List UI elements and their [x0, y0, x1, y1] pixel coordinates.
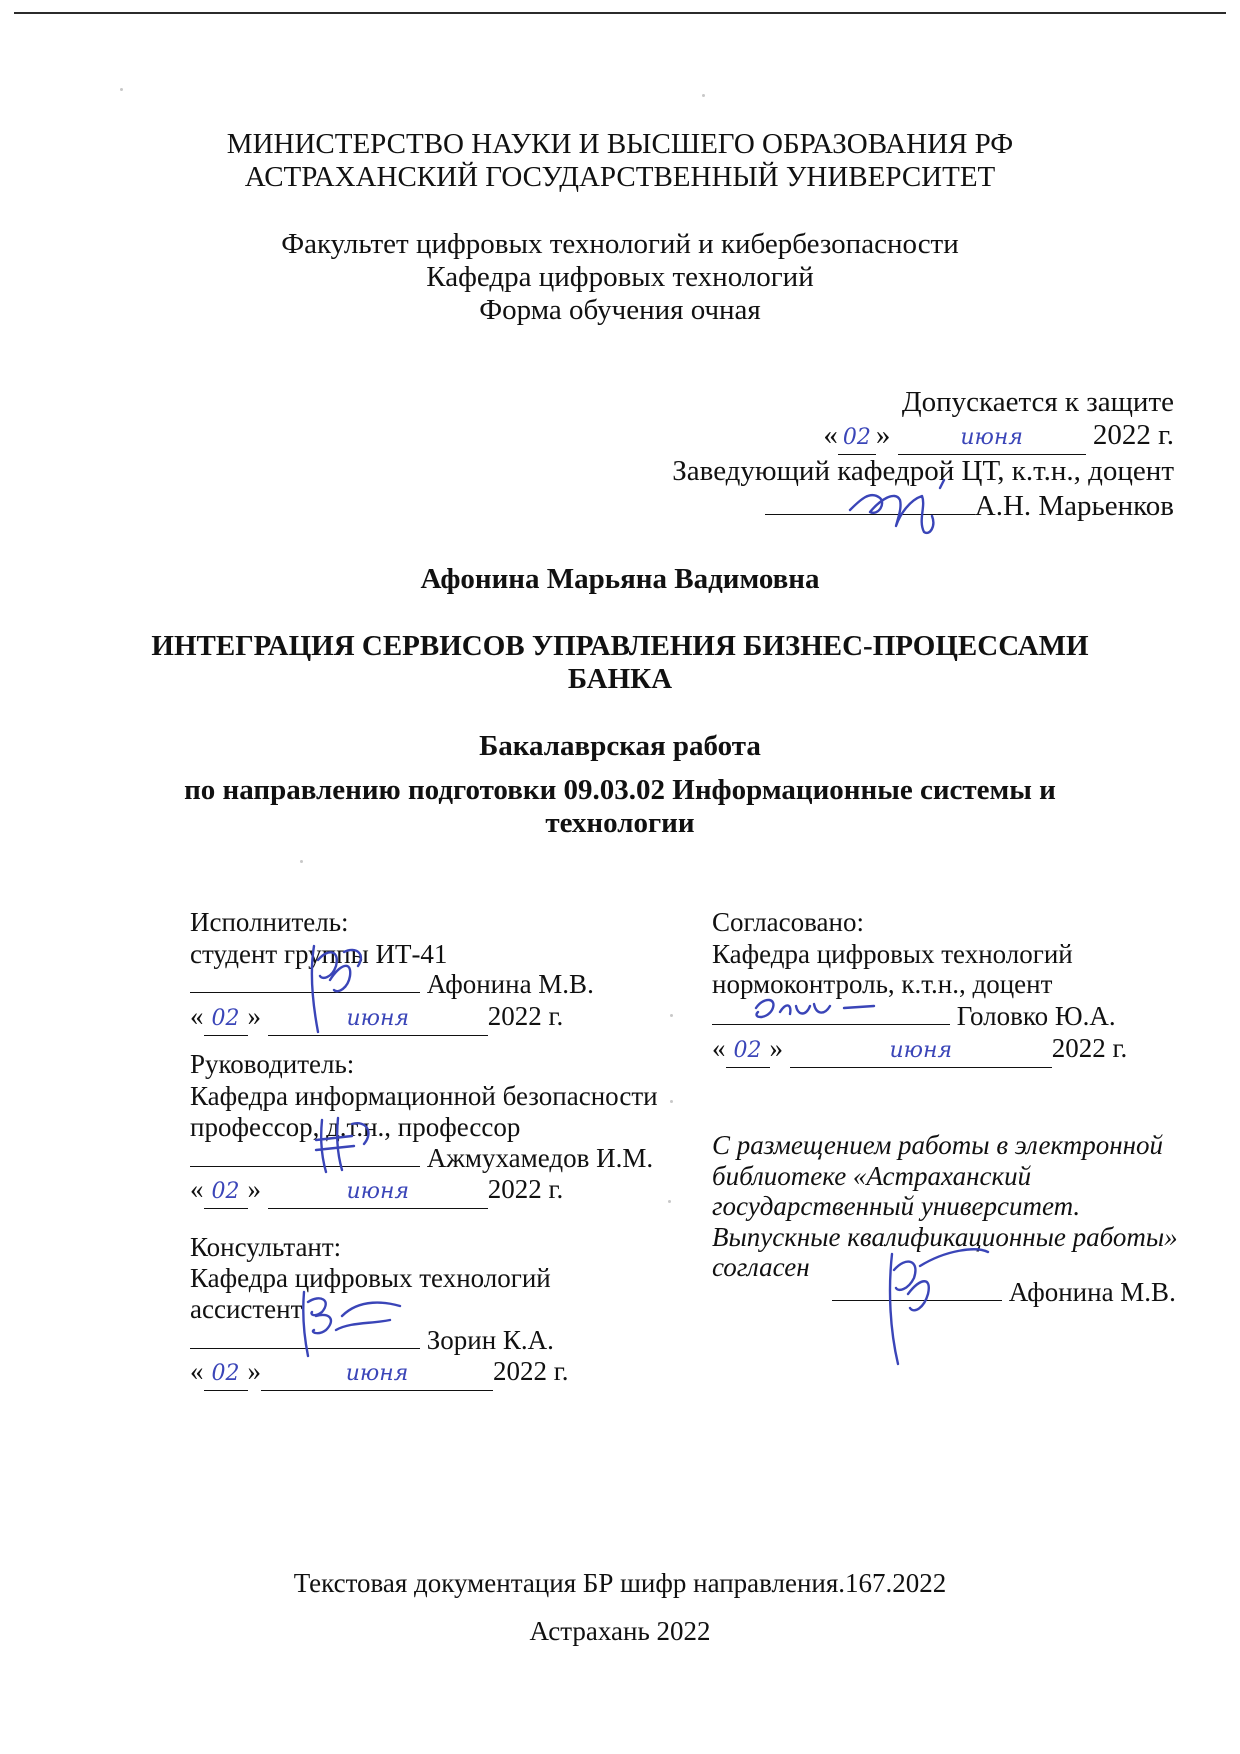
supervisor-signature-drawing [312, 1110, 382, 1180]
scan-speck [670, 1100, 673, 1103]
supervisor-sign-line [190, 1142, 653, 1174]
direction-line-2: технологии [545, 807, 695, 839]
agreed-position: нормоконтроль, к.т.н., доцент [712, 969, 1053, 999]
agreed-date: « 02 » июня 2022 г. [712, 1032, 1127, 1068]
scan-speck [300, 860, 303, 863]
header-block [0, 128, 1240, 194]
title-line-1: ИНТЕГРАЦИЯ СЕРВИСОВ УПРАВЛЕНИЯ БИЗНЕС-ПРОЦЕССАМИ [151, 630, 1089, 662]
work-type: Бакалаврская работа [479, 730, 761, 762]
scan-edge-line [14, 12, 1226, 14]
scan-speck [120, 88, 123, 91]
agreed-month-field [790, 1032, 1052, 1068]
consent-line-5: согласен [712, 1252, 810, 1282]
agreed-department: Кафедра цифровых технологий [712, 939, 1073, 969]
supervisor-name: Ажмухамедов И.М. [426, 1143, 654, 1173]
city-year: Астрахань 2022 [529, 1616, 711, 1646]
supervisor-role: Руководитель: [190, 1049, 355, 1079]
consent-line-4: Выпускные квалификационные работы» [712, 1221, 1178, 1252]
supervisor-signature [312, 1110, 382, 1180]
executor-position: студент группы ИТ-41 [190, 939, 448, 969]
university-line: АСТРАХАНСКИЙ ГОСУДАРСТВЕННЫЙ УНИВЕРСИТЕТ [244, 161, 996, 193]
study-form-line: Форма обучения очная [479, 294, 761, 326]
date-day-field [838, 419, 876, 455]
department-line: Кафедра цифровых технологий [426, 261, 814, 293]
consent-line-1: С размещением работы в электронной [712, 1130, 1164, 1160]
supervisor-day: 02 [211, 1179, 240, 1204]
supervisor-date: « 02 » июня 2022 г. [190, 1173, 563, 1209]
doc-code: Текстовая документация БР шифр направления.167.2022 [293, 1568, 947, 1598]
executor-role: Исполнитель: [190, 907, 349, 937]
agreed-signature-drawing [744, 990, 884, 1030]
executor-month: июня [346, 1006, 410, 1031]
admission-block [474, 386, 1174, 523]
consultant-date: « 02 » июня 2022 г. [190, 1355, 569, 1391]
consultant-signature [290, 1286, 410, 1366]
consultant-year: 2022 г. [493, 1356, 569, 1386]
executor-year: 2022 г. [487, 1001, 564, 1031]
agreed-month: июня [889, 1038, 953, 1063]
head-signature-drawing [840, 470, 980, 540]
head-signature-line [474, 488, 1174, 523]
consultant-position: ассистент [190, 1294, 303, 1324]
consent-signature-drawing [876, 1250, 996, 1370]
executor-signature-drawing [300, 940, 380, 1040]
admission-line: Допускается к защите [901, 386, 1174, 418]
head-signature [840, 470, 980, 540]
executor-name: Афонина М.В. [426, 969, 594, 999]
scan-speck [670, 1014, 673, 1017]
supervisor-sign-underline [190, 1142, 420, 1167]
supervisor-position: профессор, д.т.н., профессор [190, 1112, 521, 1142]
date-month-field [898, 419, 1086, 455]
date-day-handwritten: 02 [842, 425, 871, 450]
scan-speck [702, 94, 705, 97]
direction-line-1: по направлению подготовки 09.03.02 Информационные системы и [184, 774, 1056, 806]
consultant-month: июня [345, 1361, 409, 1386]
agreed-day-field [726, 1032, 770, 1068]
consent-name: Афонина М.В. [1008, 1277, 1176, 1307]
agreed-year: 2022 г. [1051, 1033, 1128, 1063]
date-month-handwritten: июня [960, 425, 1023, 450]
supervisor-day-field [204, 1173, 248, 1209]
date-open-quote: « [823, 419, 838, 451]
ministry-line: МИНИСТЕРСТВО НАУКИ И ВЫСШЕГО ОБРАЗОВАНИЯ РФ [226, 128, 1014, 160]
admission-date [474, 419, 1174, 455]
executor-day: 02 [211, 1006, 240, 1031]
consultant-day: 02 [211, 1361, 240, 1386]
consent-line-3: государственный университет. [712, 1191, 1081, 1221]
date-close-quote: » [875, 419, 891, 451]
executor-day-field [204, 1000, 248, 1036]
consent-signature [876, 1250, 996, 1370]
agreed-name: Головко Ю.А. [956, 1001, 1116, 1031]
faculty-line: Факультет цифровых технологий и кибербезопасности [281, 228, 959, 260]
executor-sign-line [190, 968, 594, 1000]
supervisor-month: июня [346, 1179, 410, 1204]
agreed-role: Согласовано: [712, 907, 864, 937]
consultant-name: Зорин К.А. [426, 1325, 554, 1355]
consultant-signature-drawing [290, 1286, 410, 1366]
consultant-department: Кафедра цифровых технологий [190, 1263, 551, 1293]
consultant-day-field [204, 1355, 248, 1391]
executor-signature [300, 940, 380, 1040]
executor-date: « 02 » июня 2022 г. [190, 1000, 563, 1036]
date-year: 2022 г. [1092, 419, 1174, 451]
consent-line-2: библиотеке «Астраханский [712, 1160, 1032, 1191]
supervisor-department: Кафедра информационной безопасности [190, 1081, 658, 1111]
faculty-block [0, 228, 1240, 327]
thesis-title [0, 630, 1240, 696]
supervisor-year: 2022 г. [487, 1174, 564, 1204]
agreed-day: 02 [733, 1038, 762, 1063]
head-name: А.Н. Марьенков [974, 490, 1174, 522]
direction-block [0, 774, 1240, 840]
author-name: Афонина Марьяна Вадимовна [420, 563, 820, 595]
scan-speck [668, 1200, 671, 1203]
title-line-2: БАНКА [567, 663, 673, 695]
agreed-signature [744, 990, 884, 1030]
head-of-department-line: Заведующий кафедрой ЦТ, к.т.н., доцент [672, 455, 1174, 487]
consultant-role: Консультант: [190, 1232, 342, 1262]
